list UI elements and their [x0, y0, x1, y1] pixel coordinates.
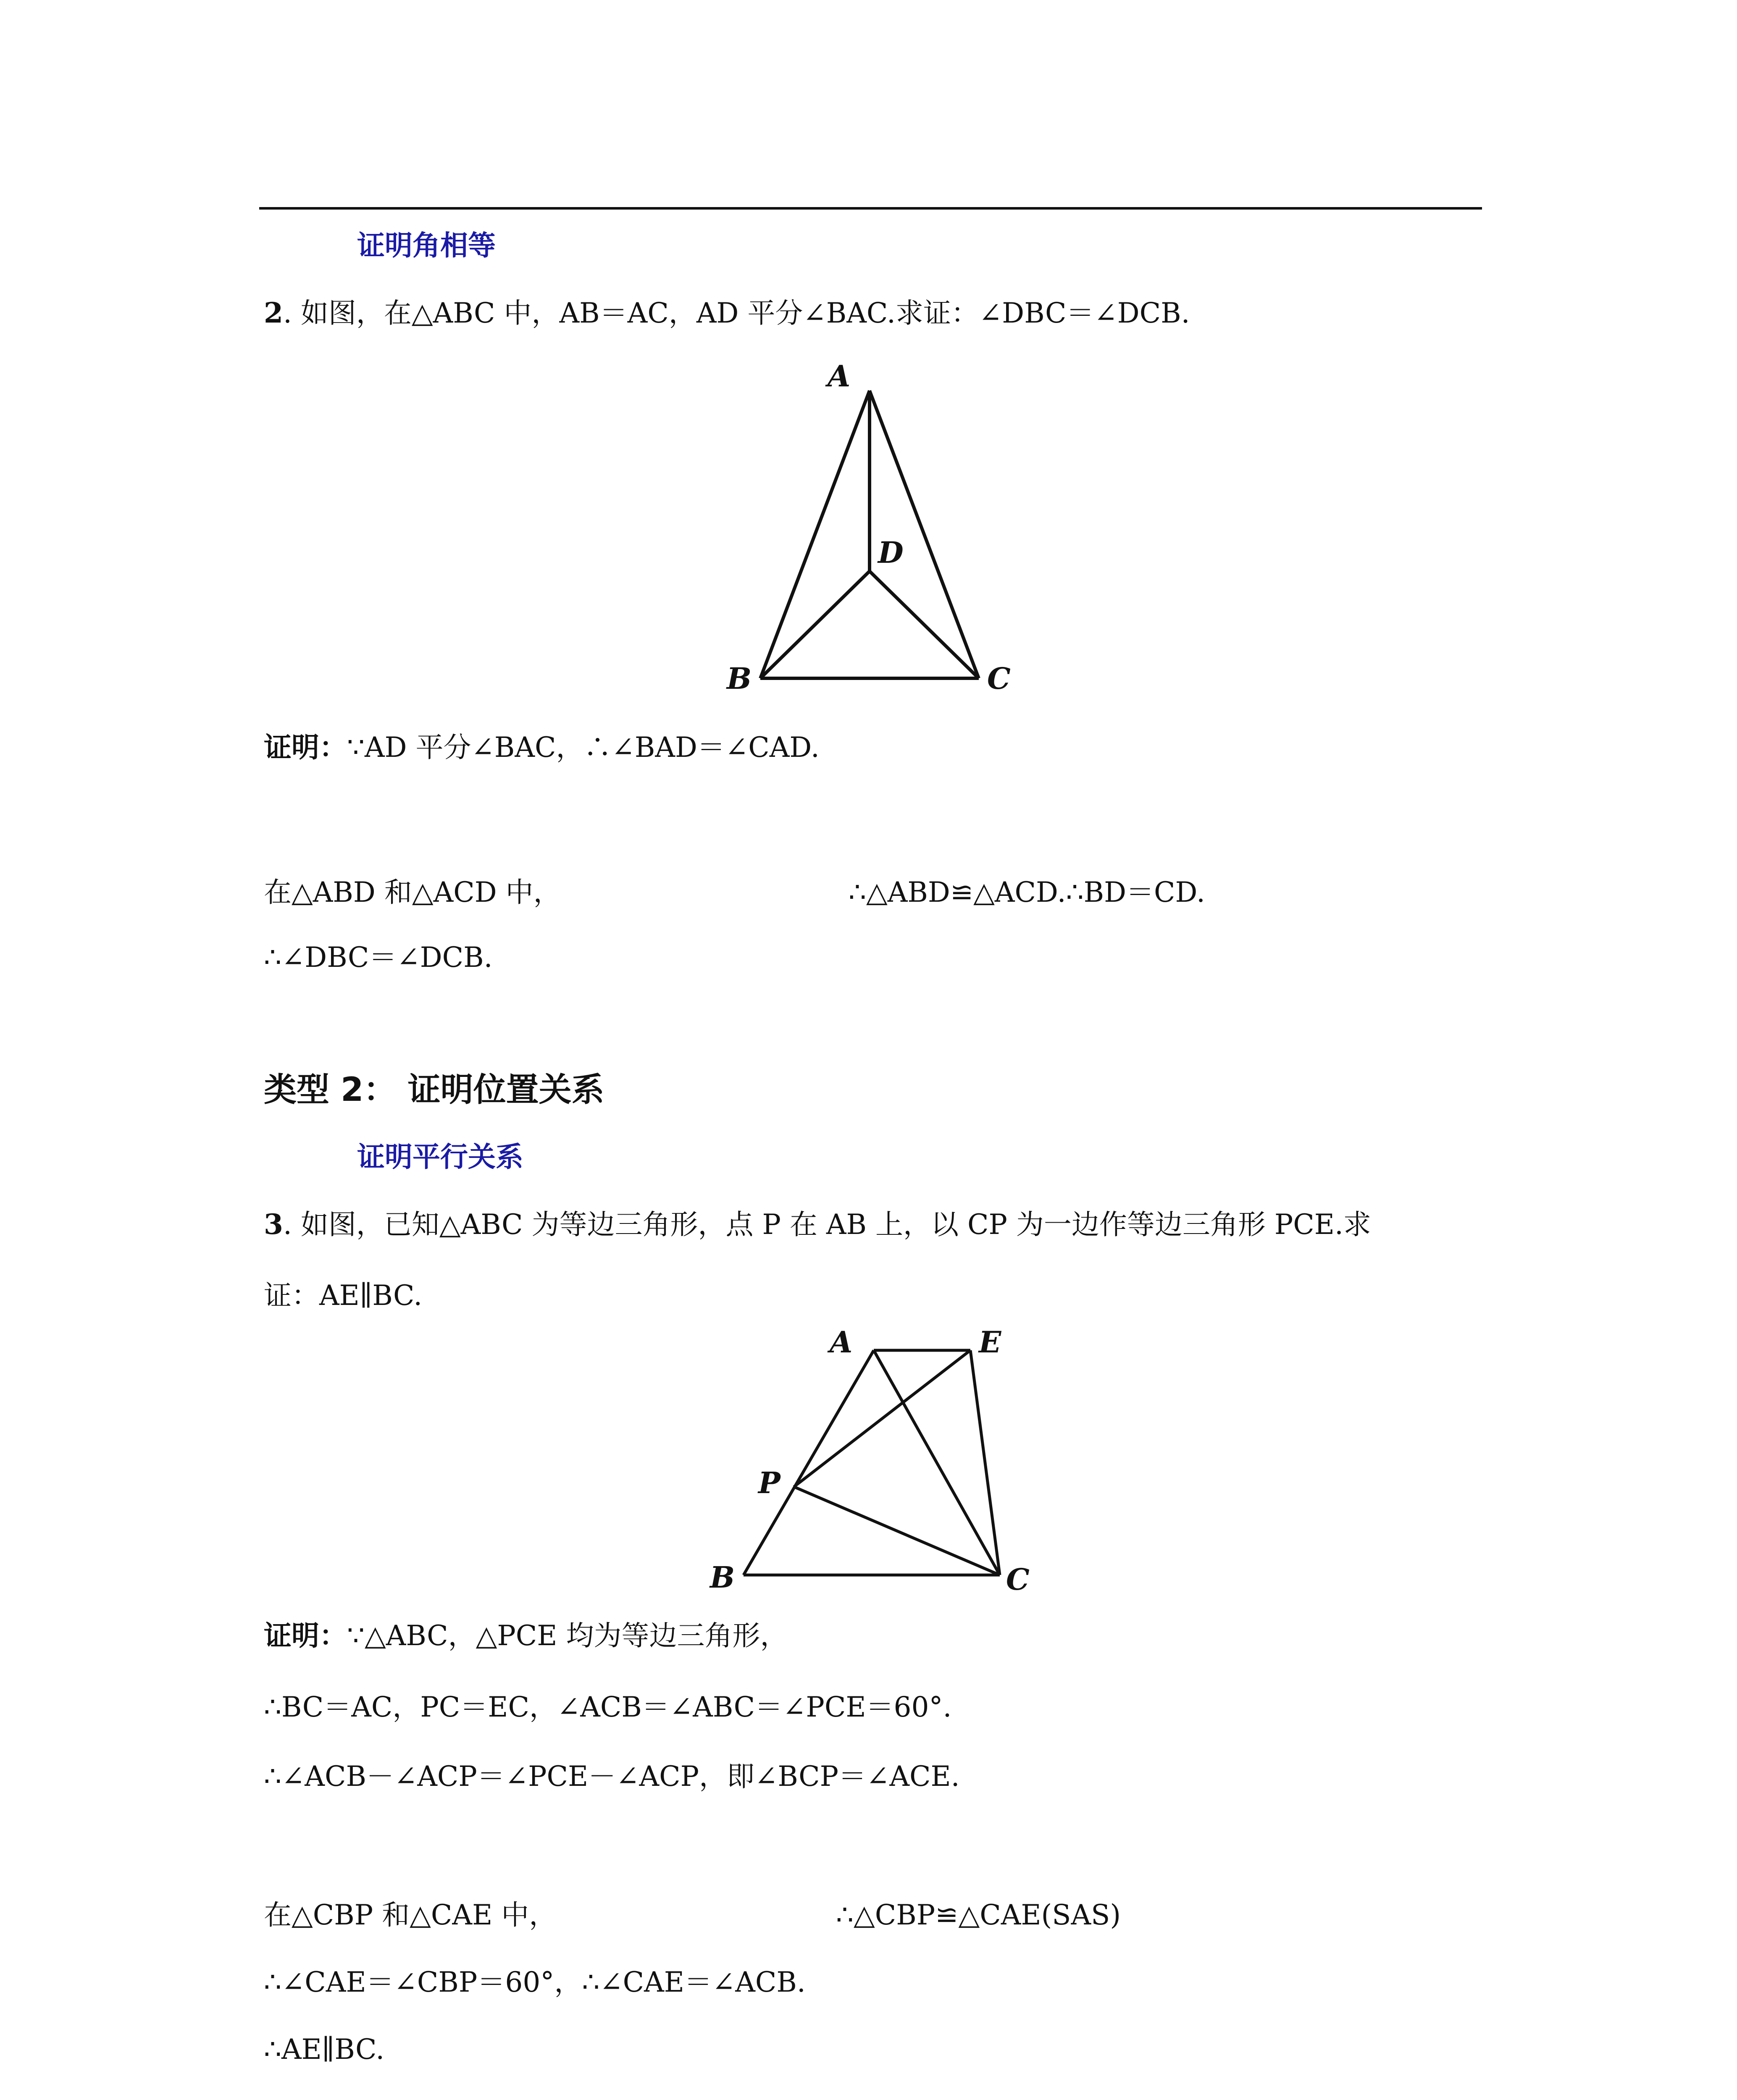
subheading-prove-parallel: 证明平行关系	[357, 1141, 523, 1173]
segment-ab	[760, 391, 870, 678]
question-text: . 如图，已知△ABC 为等边三角形，点 P 在 AB 上，以 CP 为一边作等边三角形 PCE.求	[283, 1208, 1371, 1241]
label-b: B	[727, 661, 752, 696]
segment-ab	[744, 1350, 874, 1575]
label-c: C	[987, 661, 1011, 696]
proof2-line5: ∴∠CAE＝∠CBP＝60°，∴∠CAE＝∠ACB.	[264, 1966, 806, 1998]
proof1-line2-left: 在△ABD 和△ACD 中，	[264, 876, 561, 908]
header-rule	[259, 207, 1482, 210]
segment-pe	[794, 1350, 970, 1487]
label-p: P	[758, 1465, 780, 1500]
question-2	[264, 294, 1190, 332]
segment-pc	[794, 1487, 1000, 1575]
question-text: . 如图，在△ABC 中，AB＝AC，AD 平分∠BAC.求证：∠DBC＝∠DCB.	[283, 297, 1190, 329]
proof2-line4-right: ∴△CBP≌△CAE(SAS)	[836, 1899, 1121, 1931]
proof2-line4-left: 在△CBP 和△CAE 中，	[264, 1899, 557, 1931]
segment-bd	[760, 571, 870, 678]
proof2-line1: 证明：∵△ABC，△PCE 均为等边三角形，	[264, 1620, 788, 1652]
proof1-line3: ∴∠DBC＝∠DCB.	[264, 941, 493, 974]
figure-triangle-abc-d	[714, 357, 1050, 701]
question-number: 3	[264, 1208, 283, 1241]
question-3-line1	[264, 1205, 1371, 1244]
proof2-line2: ∴BC＝AC，PC＝EC，∠ACB＝∠ABC＝∠PCE＝60°.	[264, 1691, 952, 1723]
subheading-prove-angles-equal: 证明角相等	[357, 229, 496, 262]
segment-ac	[874, 1350, 1000, 1575]
label-a: A	[830, 1325, 853, 1360]
proof1-line1: 证明：∵AD 平分∠BAC，∴∠BAD＝∠CAD.	[264, 731, 820, 764]
proof-lead: 证明：	[264, 1620, 347, 1652]
proof-lead: 证明：	[264, 731, 347, 764]
question-3-line2: 证：AE∥BC.	[264, 1279, 423, 1312]
proof2-line3: ∴∠ACB－∠ACP＝∠PCE－∠ACP，即∠BCP＝∠ACE.	[264, 1760, 960, 1793]
label-b: B	[710, 1560, 735, 1595]
label-a: A	[828, 359, 851, 394]
label-d: D	[878, 535, 904, 570]
figure-equilateral-pce	[693, 1327, 1050, 1604]
proof1-line2-right: ∴△ABD≌△ACD.∴BD＝CD.	[849, 876, 1206, 908]
segment-cd	[870, 571, 979, 678]
proof2-line6: ∴AE∥BC.	[264, 2033, 385, 2066]
label-e: E	[979, 1325, 1001, 1360]
question-number: 2	[264, 297, 283, 329]
segment-ac	[870, 391, 979, 678]
label-c: C	[1006, 1562, 1030, 1597]
segment-ec	[970, 1350, 1000, 1575]
type-heading: 类型 2： 证明位置关系	[264, 1071, 604, 1109]
